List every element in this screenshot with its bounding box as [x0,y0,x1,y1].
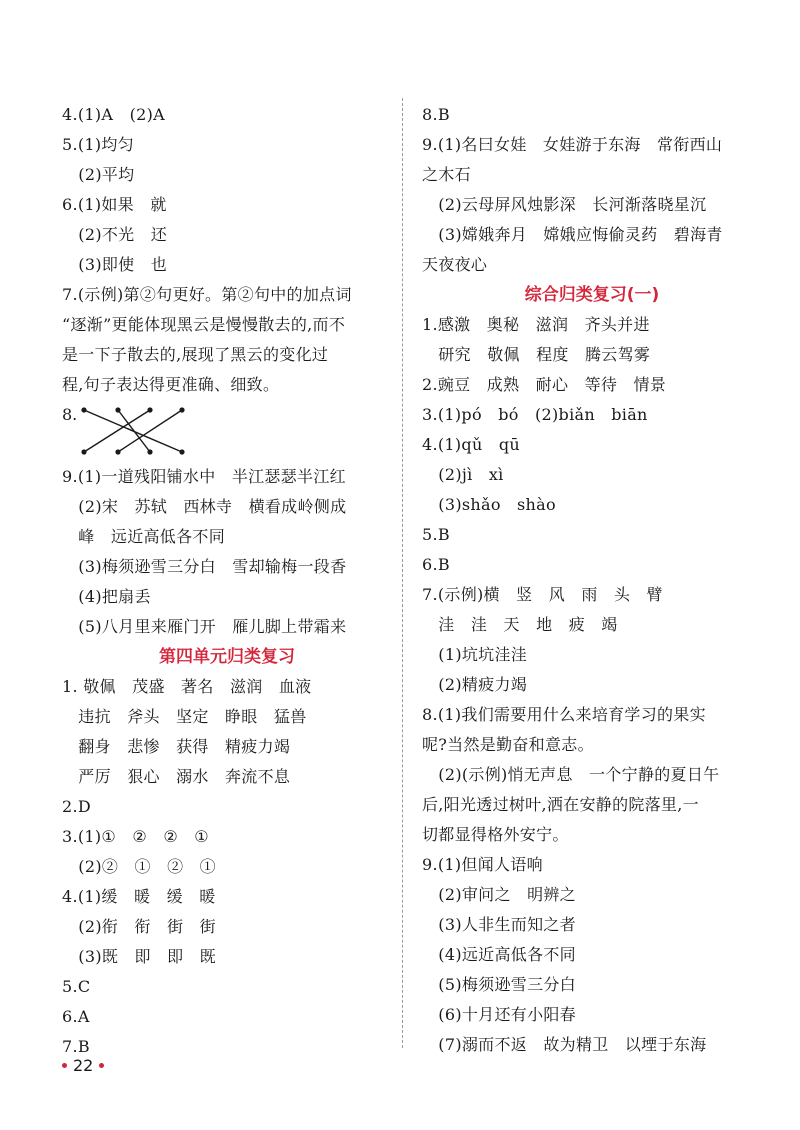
left-column [62,100,392,1062]
answer-line: 天夜夜心 [422,255,488,274]
answer-line: (3)即使 也 [62,255,168,274]
answer-line: (2)不光 还 [62,225,168,244]
answer-line: 7.(示例)第②句更好。第②句中的加点词 [62,285,352,304]
answer-line: “逐渐”更能体现黑云是慢慢散去的,而不 [62,315,346,334]
answer-line: 6.(1)如果 就 [62,195,167,214]
answer-block [62,462,392,642]
answer-line: (2)(示例)悄无声息 一个宁静的夏日午 [422,765,720,784]
answer-line: (5)八月里来雁门开 雁儿脚上带霜来 [62,617,347,636]
answer-line: 4.(1)A (2)A [62,105,166,124]
answer-line: (3)人非生而知之者 [422,915,576,934]
answer-line: 5.B [422,525,450,544]
answer-block [62,672,392,1062]
answer-block [422,100,762,280]
answer-line: (3)既 即 即 既 [62,947,216,966]
question-number: 8. [62,405,78,424]
answer-line: (7)溺而不返 故为精卫 以堙于东海 [422,1035,707,1054]
answer-line: (3)梅须逊雪三分白 雪却输梅一段香 [62,557,347,576]
answer-line: 洼 洼 天 地 疲 竭 [422,615,618,634]
answer-line: 峰 远近高低各不同 [62,527,226,546]
answer-line: 6.B [422,555,450,574]
answer-line: 8.B [422,105,450,124]
answer-line: 研究 敬佩 程度 腾云驾雾 [422,345,651,364]
section-heading: 第四单元归类复习 [159,647,295,667]
answer-line: (1)坑坑洼洼 [422,645,528,664]
answer-line: 是一下子散去的,展现了黑云的变化过 [62,345,329,364]
answer-line: (3)嫦娥奔月 嫦娥应悔偷灵药 碧海青 [422,225,723,244]
page-number [62,1056,104,1075]
answer-line: 9.(1)一道残阳铺水中 半江瑟瑟半江红 [62,467,346,486]
answer-line: 7.(示例)横 竖 风 雨 头 臂 [422,585,663,604]
answer-block [62,100,392,400]
answer-line: (2)衔 衔 街 街 [62,917,216,936]
answer-line: 程,句子表达得更准确、细致。 [62,375,280,394]
matching-diagram [62,400,392,462]
answer-line: 呢?当然是勤奋和意志。 [422,735,594,754]
answer-line: 7.B [62,1037,90,1056]
answer-line: 9.(1)名曰女娃 女娃游于东海 常衔西山 [422,135,723,154]
answer-line: (2)云母屏风烛影深 长河渐落晓星沉 [422,195,707,214]
answer-line: 4.(1)缓 暖 缓 暖 [62,887,216,906]
answer-line: 6.A [62,1007,90,1026]
answer-line: (3)shǎo shào [422,495,556,514]
right-column [422,100,762,1060]
answer-line: (5)梅须逊雪三分白 [422,975,576,994]
answer-line: 5.C [62,977,91,996]
answer-line: 3.(1)① ② ② ① [62,827,209,846]
answer-line: 违抗 斧头 坚定 睁眼 猛兽 [62,707,307,726]
answer-line: (6)十月还有小阳春 [422,1005,576,1024]
bullet-dot-icon [99,1063,104,1068]
column-divider [402,98,403,1048]
answer-line: 之木石 [422,165,471,184]
answer-line: 翻身 悲惨 获得 精疲力竭 [62,737,291,756]
answer-line: 8.(1)我们需要用什么来培育学习的果实 [422,705,706,724]
answer-block [422,310,762,1060]
answer-line: 3.(1)pó bó (2)biǎn biān [422,405,648,424]
matching-lines-figure [72,404,212,460]
answer-line: (2)宋 苏轼 西林寺 横看成岭侧成 [62,497,347,516]
answer-line: 1. 敬佩 茂盛 著名 滋润 血液 [62,677,312,696]
answer-line: 9.(1)但闻人语响 [422,855,543,874]
bullet-dot-icon [62,1063,67,1068]
answer-line: (2)平均 [62,165,135,184]
answer-line: (2)审问之 明辨之 [422,885,576,904]
answer-line: 后,阳光透过树叶,洒在安静的院落里,一 [422,795,699,814]
answer-line: 4.(1)qǔ qū [422,435,521,454]
answer-line: (2)jì xì [422,465,504,484]
answer-line: (4)把扇丢 [62,587,151,606]
answer-line: 2.D [62,797,91,816]
answer-line: 1.感激 奥秘 滋润 齐头并进 [422,315,650,334]
section-heading: 综合归类复习(一) [524,285,660,305]
answer-line: 切都显得格外安宁。 [422,825,569,844]
answer-line: 5.(1)均匀 [62,135,135,154]
answer-line: (4)远近高低各不同 [422,945,576,964]
page-number-text: 22 [73,1056,94,1075]
answer-line: (2)精疲力竭 [422,675,528,694]
answer-line: 2.豌豆 成熟 耐心 等待 情景 [422,375,667,394]
answer-line: 严厉 狠心 溺水 奔流不息 [62,767,291,786]
answer-line: (2)② ① ② ① [62,857,216,876]
